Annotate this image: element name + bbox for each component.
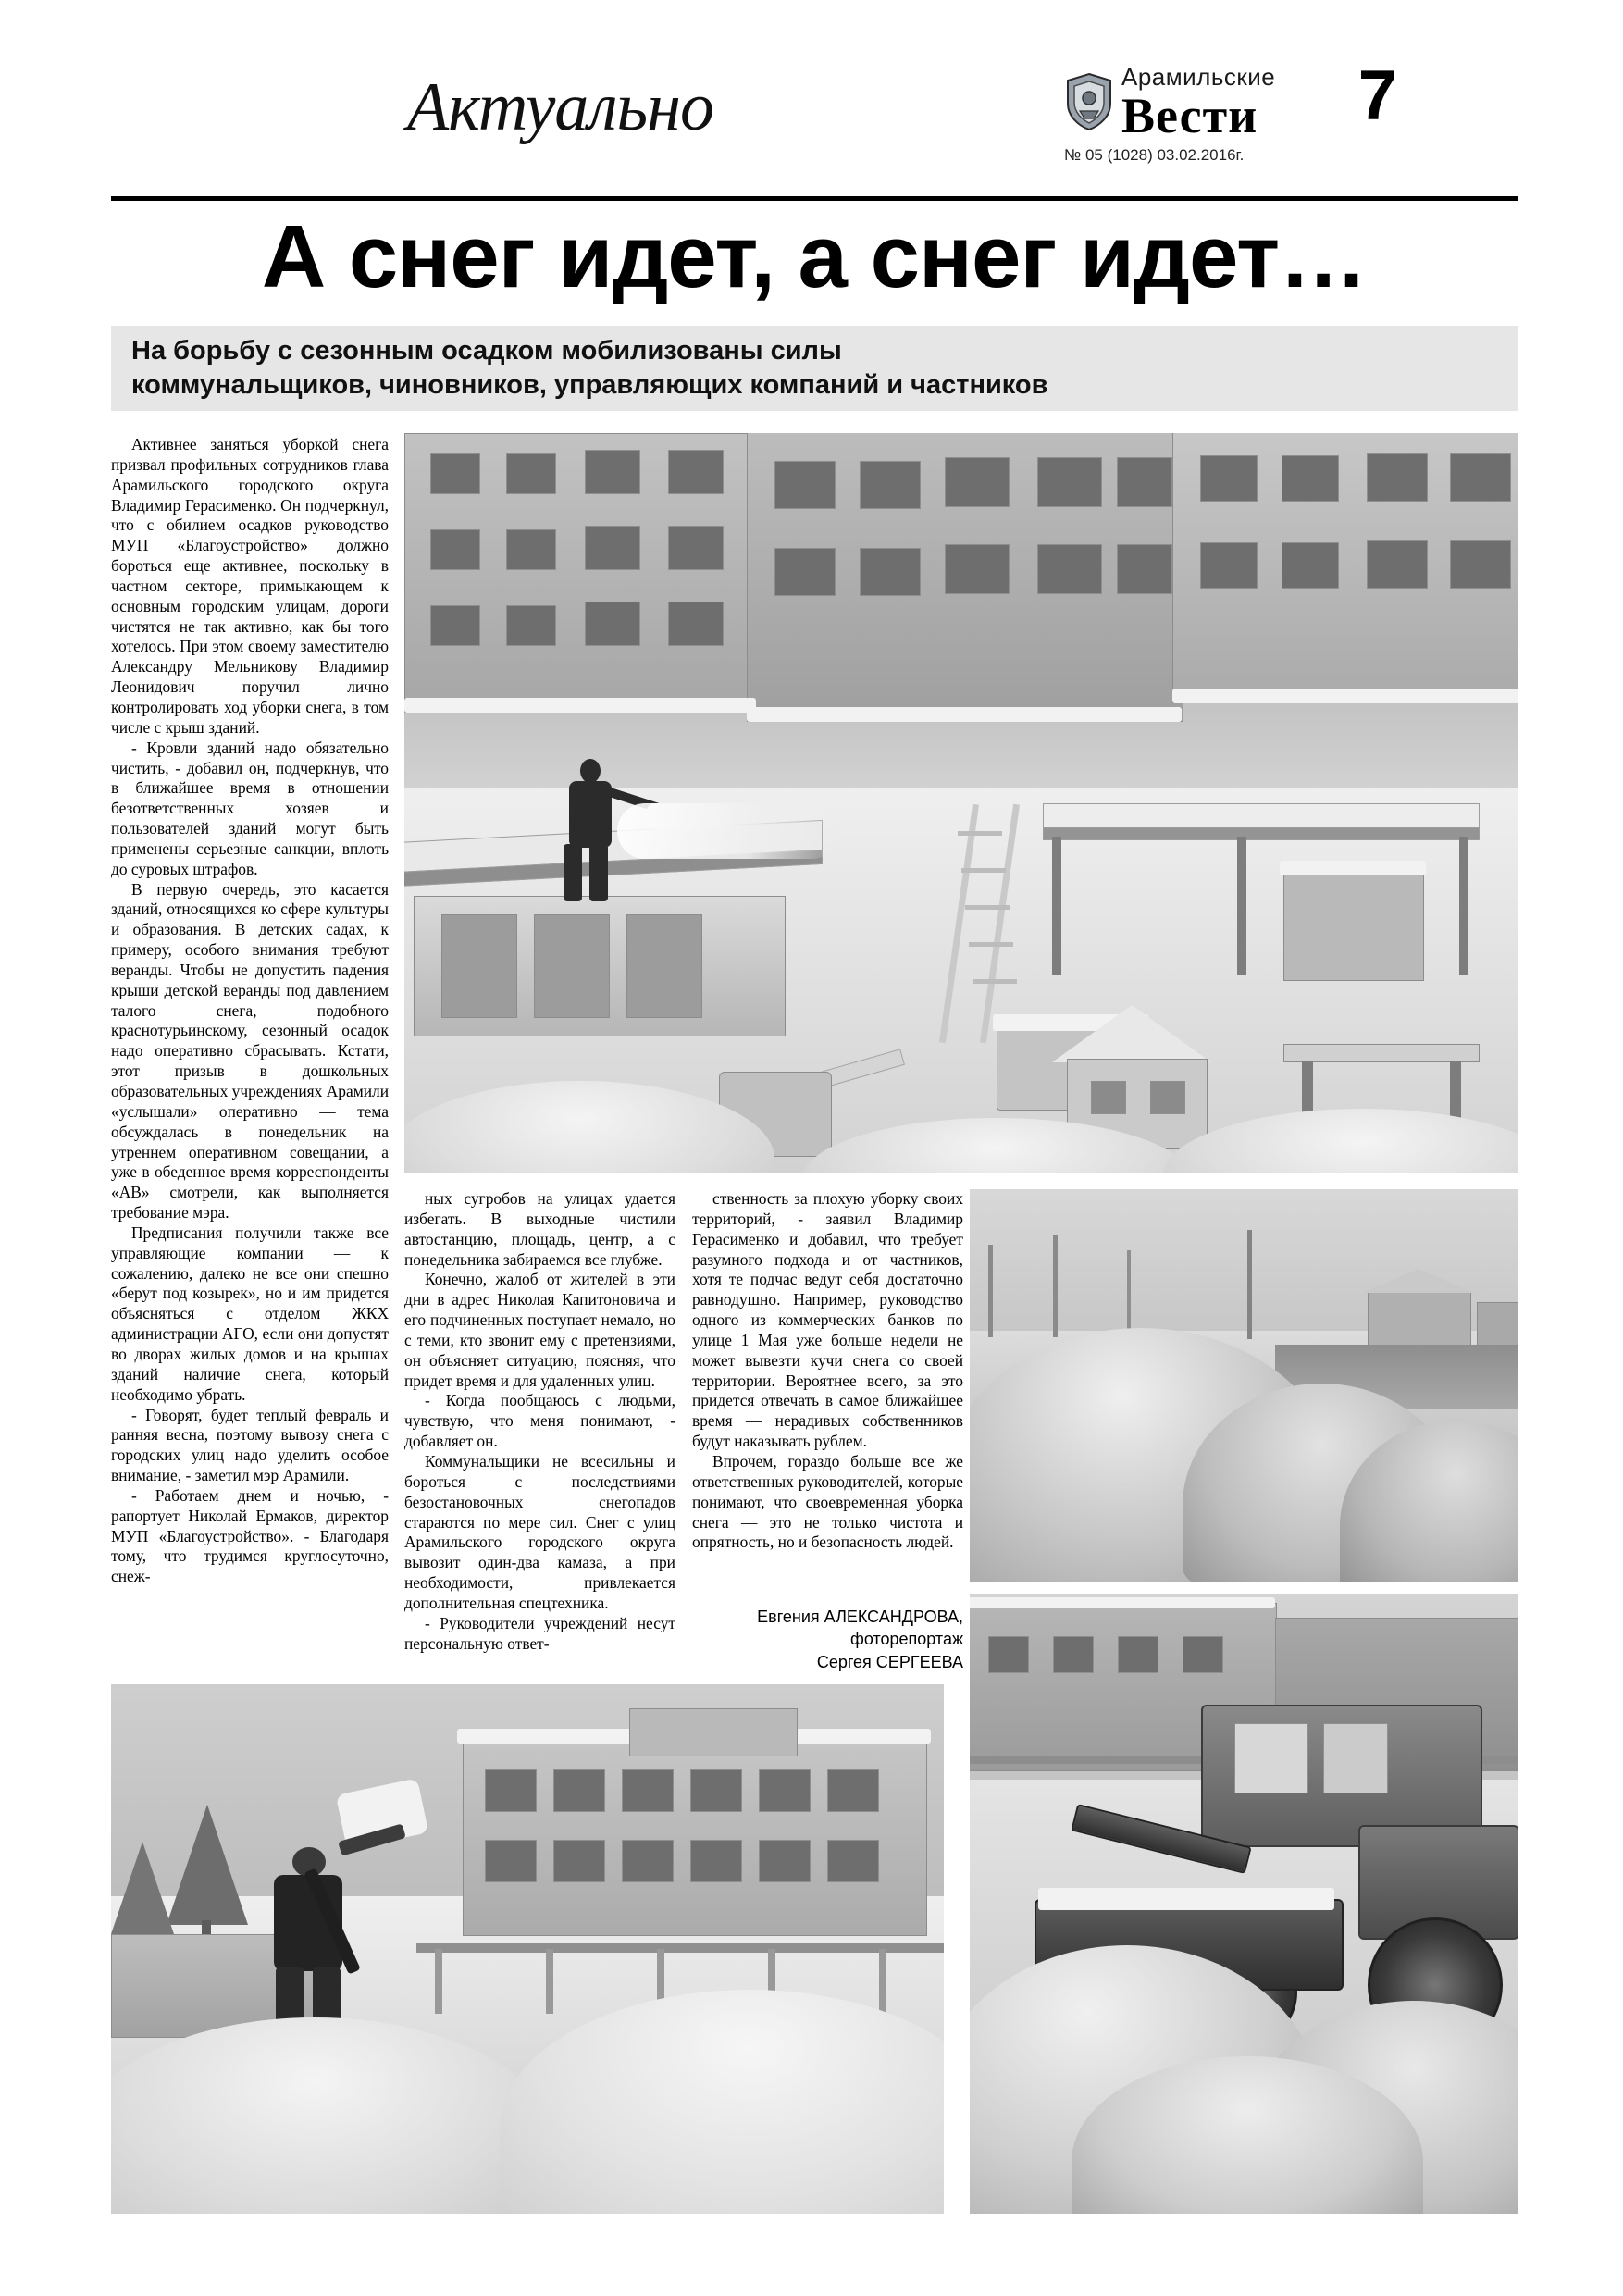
article-headline: А снег идет, а снег идет…: [261, 207, 1368, 306]
paragraph: Впрочем, гораздо больше все же ответственных руководителей, которые понимают, что своевременная уборка снега — это не только чистота и опрятность, но и безопасность людей.: [692, 1451, 963, 1552]
paragraph: В первую очередь, это касается зданий, относящихся ко сфере культуры и образования. В детских садах, к примеру, особого внимания требуют веранды. Чтобы не допустить падения крыши детской веранды под давлением талого снега, подобного краснотурьинскому, сезонный осадок надо оперативно сбрасывать. Кстати, этот призыв в дошкольных образовательных учреждениях Арамили «услышали» оперативно — тема обсуждалась в понедельник на утреннем оперативном совещании, а уже в обеденное время корреспонденты «АВ» смотрели, как выполняется требование мэра.: [111, 879, 389, 1222]
paper-name-line2: Вести: [1121, 88, 1258, 143]
byline-author: Евгения АЛЕКСАНДРОВА,: [757, 1607, 963, 1626]
paper-logo: [1064, 56, 1397, 181]
paragraph: - Когда пообщаюсь с людьми, чувствую, что меня понимают, - добавляет он.: [404, 1391, 675, 1451]
paragraph: - Говорят, будет теплый февраль и ранняя весна, поэтому вывозу снега с городских улиц надо уделить особое внимание, - заметил мэр Арамили.: [111, 1405, 389, 1485]
paragraph: Предписания получили также все управляющие компании — к сожалению, далеко не все они спешно «берут под козырек», но и им придется объясняться с отделом ЖКХ администрации АГО, если они допустят во дворах жилых домов и на крышах зданий наличие снега, который необходимо убрать.: [111, 1222, 389, 1404]
photo-snow-pile-road: [970, 1189, 1518, 1582]
paragraph: Конечно, жалоб от жителей в эти дни в адрес Николая Капитоновича и его подчиненных поступает немало, но с теми, кто звонит ему с претензиями, он объясняет ситуацию, поясняя, что придет время и для удаленных улиц.: [404, 1270, 675, 1390]
article-column-2: [404, 1189, 675, 1654]
photo-loader-machine: [970, 1594, 1518, 2214]
masthead: [111, 56, 1518, 185]
article-column-3: [692, 1189, 963, 1553]
page-number: 7: [1357, 56, 1397, 135]
issue-info: № 05 (1028) 03.02.2016г.: [1064, 146, 1245, 164]
photo-man-shoveling: [111, 1684, 944, 2214]
paragraph: ственность за плохую уборку своих территорий, - заявил Владимир Герасименко и добавил, что требует разумного подхода и от частников, хотя те подчас ведут себя достаточно равнодушно. Например, руководство одного из коммерческих банков по улице 1 Мая уже больше недели не может вывезти кучи снега со своей территории. Вероятнее всего, за это придется отвечать в самое ближайшее время — нерадивых собственников будут наказывать рублем.: [692, 1189, 963, 1451]
byline-credit-2: Сергея СЕРГЕЕВА: [816, 1652, 963, 1671]
paragraph: - Работаем днем и ночью, - рапортует Николай Ермаков, директор МУП «Благоустройство». - Благодаря тому, что трудимся круглосуточно, снеж-: [111, 1485, 389, 1586]
paragraph: Активнее заняться уборкой снега призвал профильных сотрудников глава Арамильского городского округа Владимир Герасименко. Он подчеркнул, что с обилием осадков руководство МУП «Благоустройство» должно бороться еще активнее, поскольку в частном секторе, примыкающем к основным городским улицам, дороги чистятся не так активно, как бы того хотелось. При этом своему заместителю Александру Мельникову Владимир Леонидович поручил лично контролировать ход уборки снега, в том числе с крыш зданий.: [111, 435, 389, 737]
header-divider: [111, 196, 1518, 201]
paragraph: Коммунальщики не всесильны и бороться с последствиями безостановочных снегопадов стараются по мере сил. Снег с улиц Арамильского городского округа вывозит один-два камаза, а при необходимости, привлекается дополнительная спецтехника.: [404, 1451, 675, 1612]
page-title: Актуально: [407, 69, 713, 145]
byline-credit-1: фоторепортаж: [850, 1630, 963, 1649]
subhead-line-1: На борьбу с сезонным осадком мобилизованы силы: [131, 336, 842, 366]
paper-name-line1: Арамильские: [1121, 63, 1276, 91]
paragraph: ных сугробов на улицах удается избегать. В выходные чистили автостанцию, площадь, центр, а с понедельника забираемся все глубже.: [404, 1189, 675, 1269]
coat-of-arms-icon: [1064, 72, 1114, 131]
paragraph: - Кровли зданий надо обязательно чистить, - добавил он, подчеркнув, что в ближайшее время в отношении безответственных хозяев и пользователей зданий могут быть применены серьезные санкции, вплоть до суровых штрафов.: [111, 738, 389, 878]
paragraph: - Руководители учреждений несут персональную ответ-: [404, 1613, 675, 1653]
paper-nameplate: [1121, 65, 1275, 141]
photo-yard-roof-clearing: [404, 433, 1518, 1173]
subhead-line-2: коммунальщиков, чиновников, управляющих компаний и частников: [131, 370, 1048, 401]
byline: [692, 1606, 963, 1673]
article-subhead: [111, 326, 1518, 411]
article-column-1: [111, 435, 389, 1587]
